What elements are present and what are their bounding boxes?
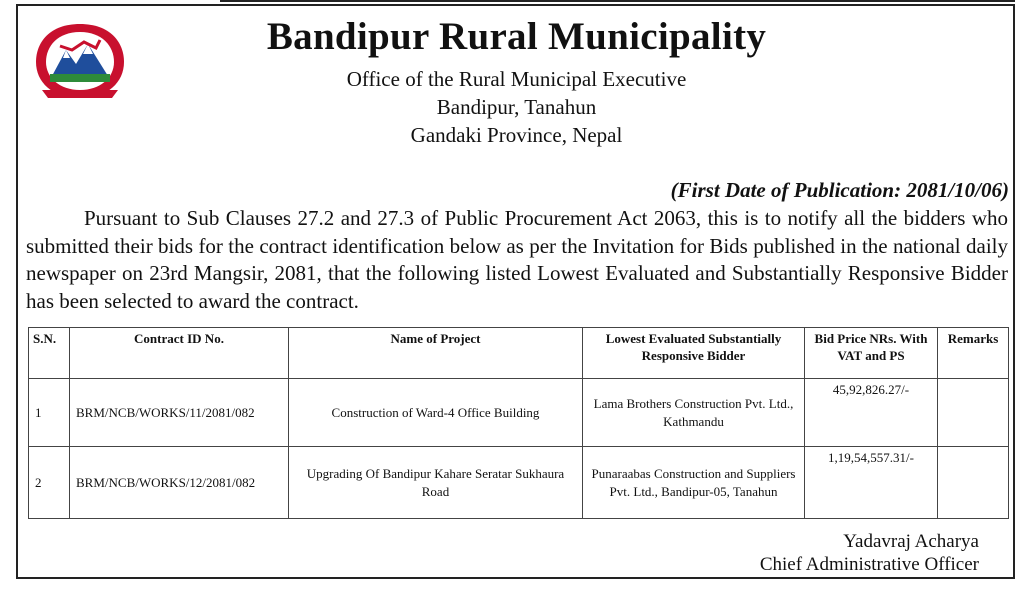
cell-contract-id: BRM/NCB/WORKS/11/2081/082 [70, 379, 289, 447]
top-divider [220, 0, 1015, 2]
cell-bidder: Punaraabas Construction and Suppliers Pvt. Ltd., Bandipur-05, Tanahun [583, 447, 805, 519]
cell-sn: 2 [29, 447, 70, 519]
cell-price: 1,19,54,557.31/- [805, 447, 938, 519]
cell-remarks [938, 379, 1009, 447]
cell-contract-id: BRM/NCB/WORKS/12/2081/082 [70, 447, 289, 519]
municipality-title: Bandipur Rural Municipality [266, 15, 767, 58]
header-project: Name of Project [289, 328, 583, 379]
notice-body: Pursuant to Sub Clauses 27.2 and 27.3 of Public Procurement Act 2063, this is to notify all the bidders who submitted their bids for the contract identification below as per the Invitation for Bids published in the national daily newspaper on 23rd Mangsir, 2081, that the following listed Lowest Evaluated and Substantially Responsive Bidder has been selected to award the contract. [26, 206, 1008, 313]
top-stub-line [20, 0, 140, 3]
header-sn: S.N. [29, 328, 70, 379]
province-line: Gandaki Province, Nepal [410, 123, 623, 147]
publication-date: (First Date of Publication: 2081/10/06) [670, 178, 1009, 202]
table-row [29, 447, 1009, 519]
signatory-name: Yadavraj Acharya [843, 531, 979, 552]
table-header-row [29, 328, 1009, 379]
header-price: Bid Price NRs. With VAT and PS [805, 328, 938, 379]
location-line: Bandipur, Tanahun [436, 95, 597, 119]
header-bidder: Lowest Evaluated Substantially Responsive Bidder [583, 328, 805, 379]
cell-price: 45,92,826.27/- [805, 379, 938, 447]
cell-project: Construction of Ward-4 Office Building [289, 379, 583, 447]
table-row [29, 379, 1009, 447]
cell-project: Upgrading Of Bandipur Kahare Seratar Sukhaura Road [289, 447, 583, 519]
cell-remarks [938, 447, 1009, 519]
header-contract-id: Contract ID No. [70, 328, 289, 379]
bid-award-table [28, 327, 1009, 519]
header-remarks: Remarks [938, 328, 1009, 379]
signatory-designation: Chief Administrative Officer [759, 554, 979, 575]
cell-sn: 1 [29, 379, 70, 447]
office-line: Office of the Rural Municipal Executive [346, 67, 687, 91]
notice-paragraph [26, 205, 1008, 315]
cell-bidder: Lama Brothers Construction Pvt. Ltd., Kathmandu [583, 379, 805, 447]
